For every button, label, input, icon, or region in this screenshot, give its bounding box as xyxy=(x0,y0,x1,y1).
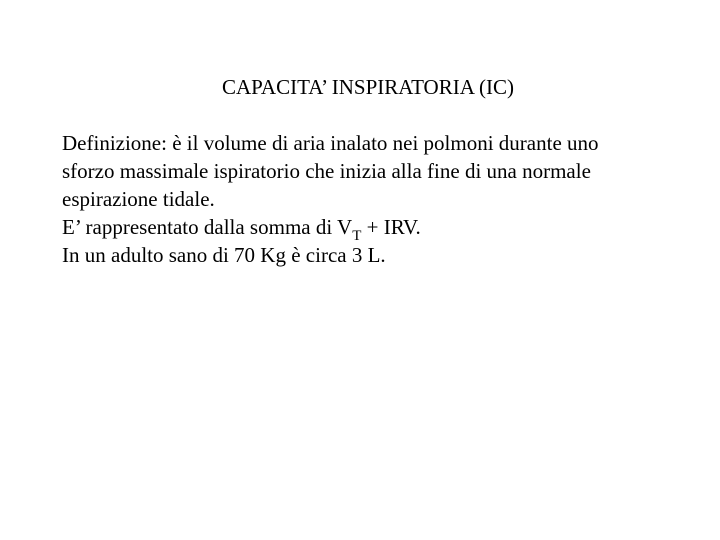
definition-separator: : xyxy=(161,131,167,155)
sum-prefix: E’ rappresentato dalla somma di V xyxy=(62,215,353,239)
slide-title: CAPACITA’ INSPIRATORIA (IC) xyxy=(222,75,514,99)
adult-value-line: In un adulto sano di 70 Kg è circa 3 L. xyxy=(62,243,386,267)
definition-line-2: sforzo massimale ispiratorio che inizia alla fine di una normale xyxy=(62,159,591,183)
definition-line-3: espirazione tidale. xyxy=(62,187,215,211)
definition-text: è il volume di aria inalato nei polmoni durante uno xyxy=(166,131,599,155)
sum-suffix: + IRV. xyxy=(361,215,421,239)
sum-line xyxy=(62,213,682,244)
definition-term: Definizione xyxy=(62,131,162,155)
definition-line xyxy=(62,129,682,157)
slide-body xyxy=(62,129,682,269)
sum-subscript: T xyxy=(352,228,362,244)
